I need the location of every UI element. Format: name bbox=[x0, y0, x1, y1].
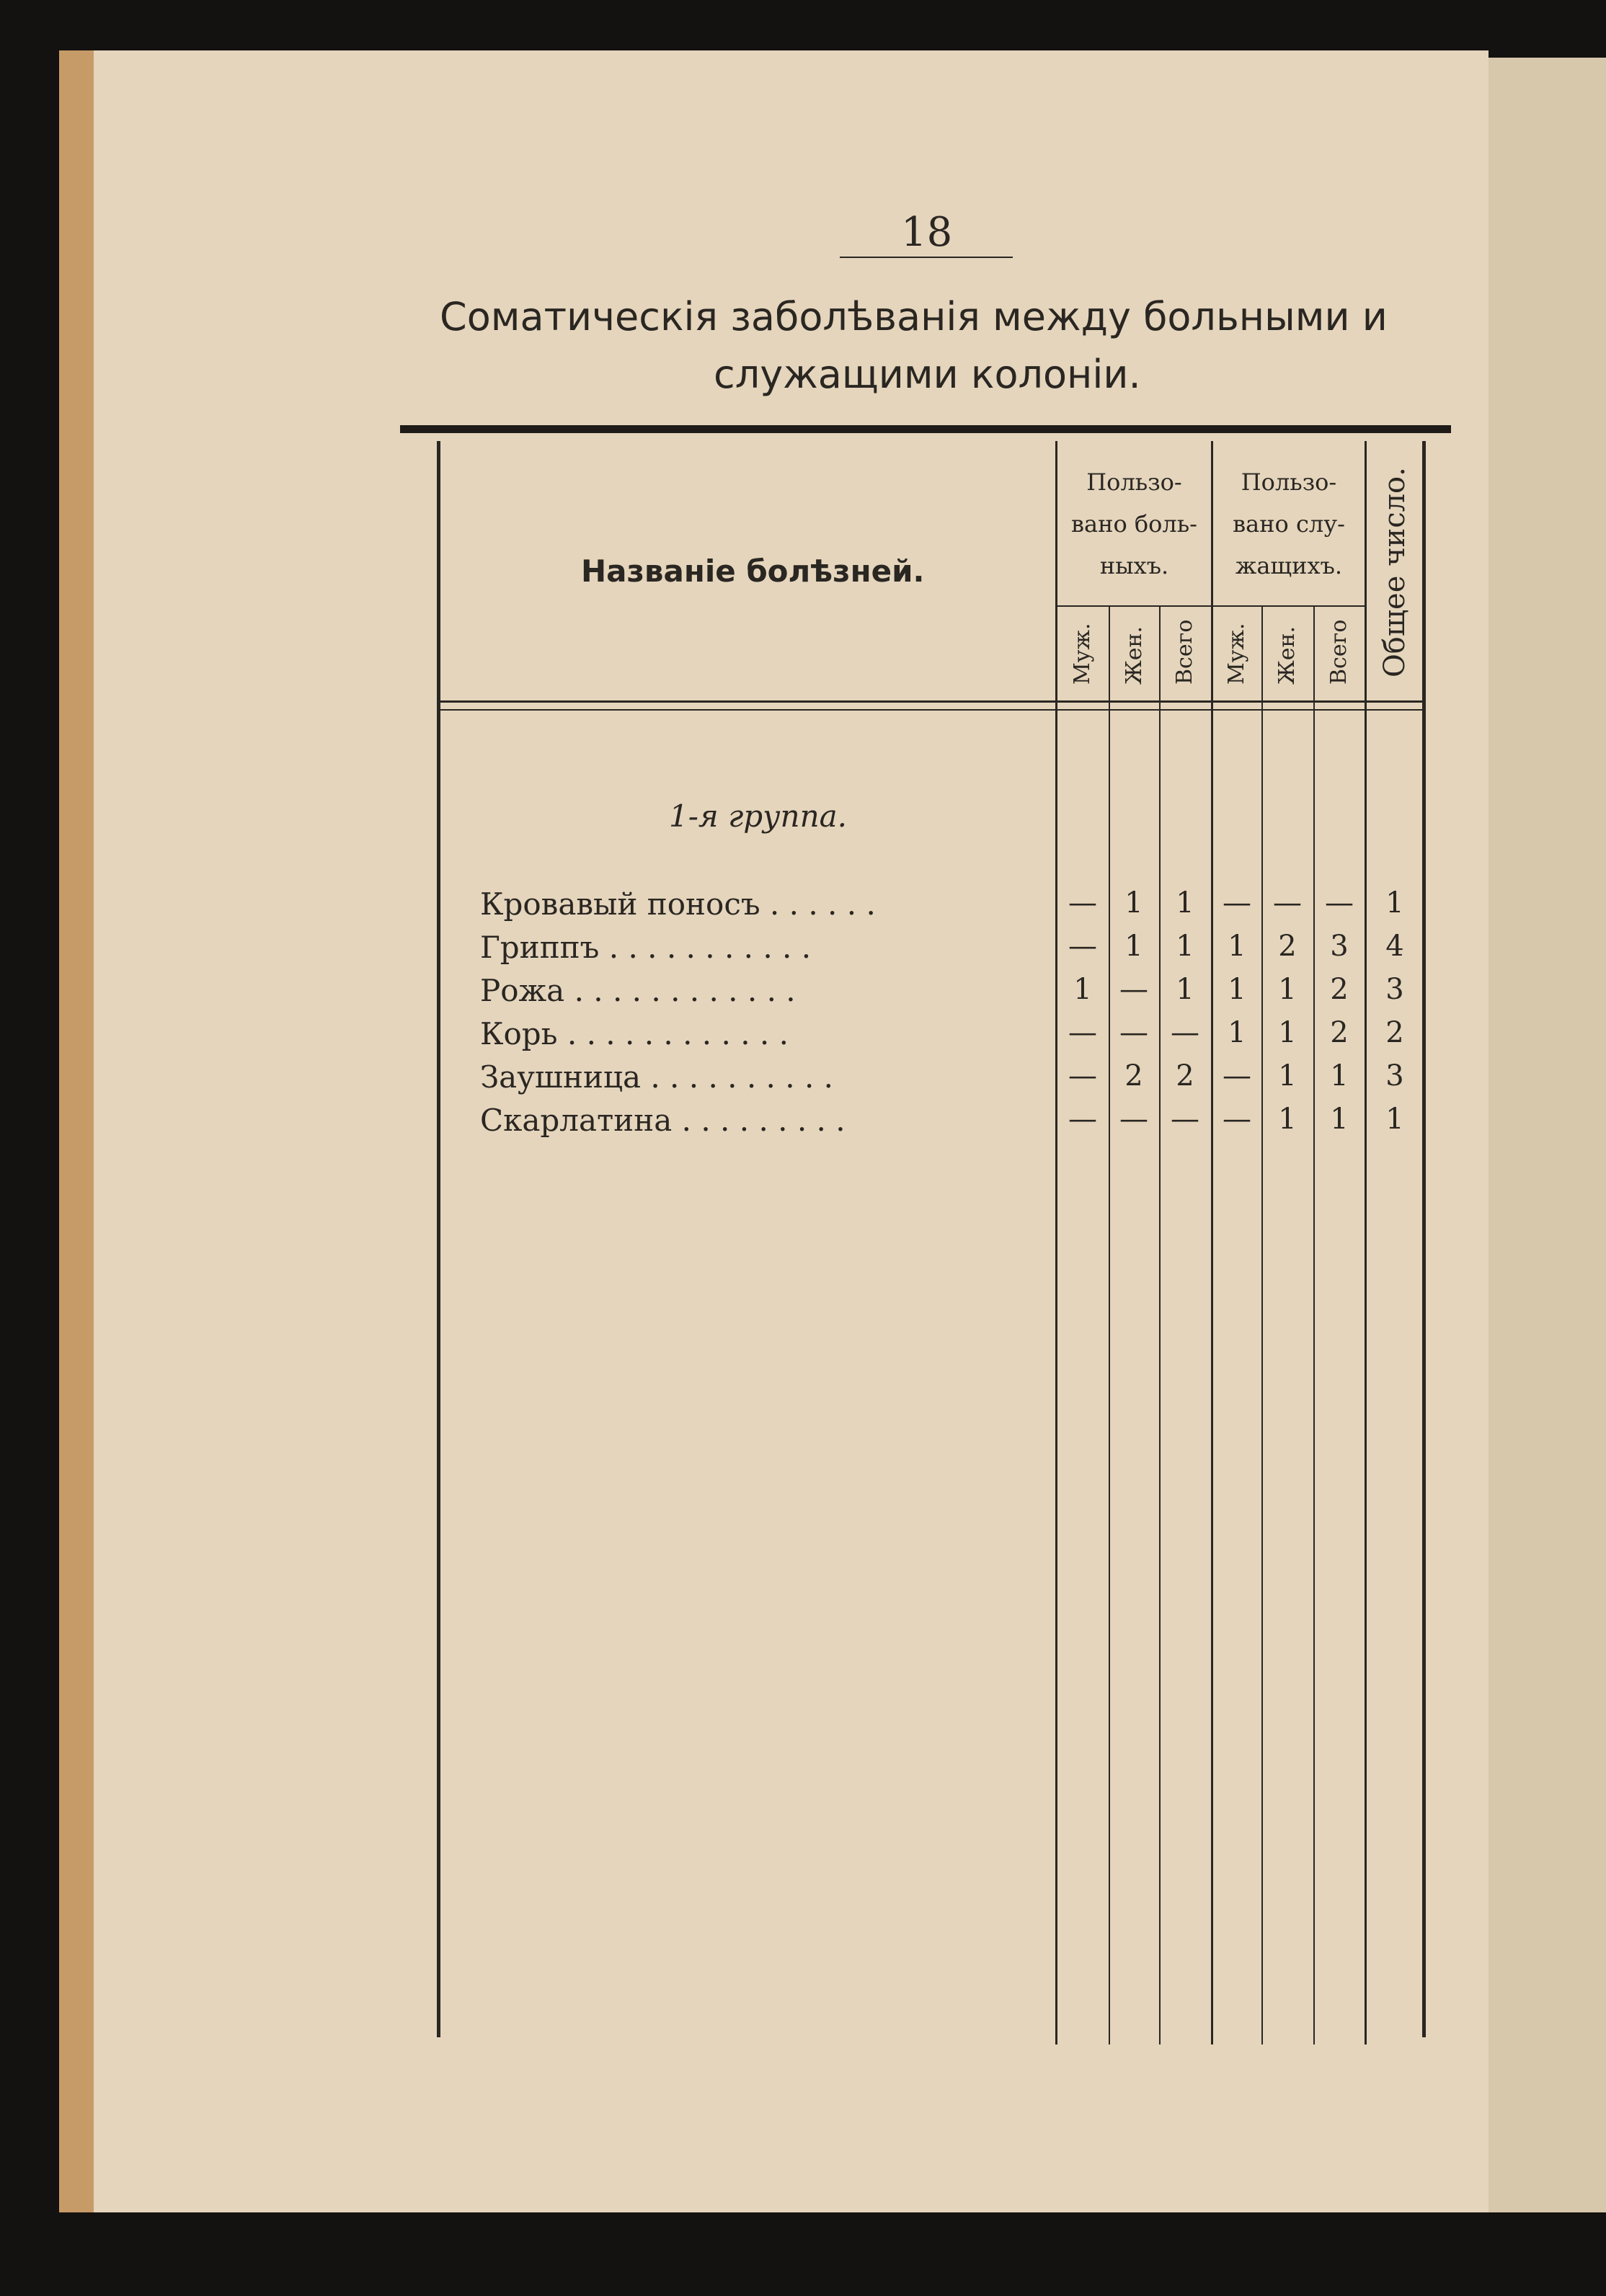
table-cell: — bbox=[1171, 1103, 1199, 1136]
subheader-patients-male: Муж. bbox=[1070, 623, 1095, 685]
table-cell: — bbox=[1119, 1103, 1148, 1136]
table-row-label: Рожа . . . . . . . . . . . . bbox=[480, 973, 796, 1008]
table-cell: — bbox=[1068, 886, 1097, 920]
table-cell-total: 3 bbox=[1385, 1059, 1404, 1093]
table-row-label: Заушница . . . . . . . . . . bbox=[480, 1059, 834, 1095]
subheader-staff-male: Муж. bbox=[1224, 623, 1249, 685]
next-page-edge bbox=[1478, 58, 1606, 2212]
subheader-patients-female: Жен. bbox=[1122, 626, 1147, 685]
table-cell: 2 bbox=[1330, 973, 1349, 1006]
table-cell: 1 bbox=[1176, 973, 1194, 1006]
table-cell: — bbox=[1325, 886, 1354, 920]
table-cell-total: 3 bbox=[1385, 973, 1404, 1006]
table-cell: 1 bbox=[1278, 973, 1297, 1006]
table-cell: — bbox=[1119, 973, 1148, 1006]
header-bottom-rule-1 bbox=[437, 700, 1426, 703]
group-label: 1-я группа. bbox=[669, 798, 848, 834]
table-cell: 1 bbox=[1330, 1059, 1349, 1093]
table-cell: 1 bbox=[1278, 1016, 1297, 1049]
table-cell: — bbox=[1068, 1103, 1097, 1136]
table-cell: 2 bbox=[1330, 1016, 1349, 1049]
table-cell: 1 bbox=[1278, 1059, 1297, 1093]
table-cell: 1 bbox=[1176, 886, 1194, 920]
col-rule-7 bbox=[1365, 441, 1367, 2044]
table-row-label: Гриппъ . . . . . . . . . . . bbox=[480, 930, 812, 965]
header-disease-name: Названіе болѣзней. bbox=[581, 553, 925, 589]
book-spine bbox=[59, 50, 94, 2212]
table-cell: — bbox=[1223, 1059, 1251, 1093]
table-cell: 1 bbox=[1228, 930, 1246, 963]
table-cell: 1 bbox=[1124, 930, 1143, 963]
table-cell: — bbox=[1119, 1016, 1148, 1049]
header-total: Общее число. bbox=[1378, 467, 1411, 677]
col-rule-3 bbox=[1159, 605, 1161, 2044]
table-right-rule bbox=[1422, 441, 1426, 2037]
table-row-label: Кровавый поносъ . . . . . . bbox=[480, 886, 876, 922]
table-cell: 1 bbox=[1330, 1103, 1349, 1136]
table-row-label: Корь . . . . . . . . . . . . bbox=[480, 1016, 789, 1051]
table-left-rule bbox=[437, 441, 440, 2037]
page-title-line-2: служащими колоніи. bbox=[714, 352, 1141, 397]
table-cell: 2 bbox=[1176, 1059, 1194, 1093]
header-patients: Пользо- вано боль- ныхъ. bbox=[1071, 468, 1197, 579]
subheader-rule bbox=[1055, 605, 1367, 607]
table-cell-total: 1 bbox=[1385, 886, 1404, 920]
page-number: 18 bbox=[901, 209, 953, 256]
table-cell: 2 bbox=[1124, 1059, 1143, 1093]
table-cell-total: 4 bbox=[1385, 930, 1404, 963]
table-cell: — bbox=[1068, 1016, 1097, 1049]
table-cell: 1 bbox=[1228, 973, 1246, 1006]
table-cell-total: 1 bbox=[1385, 1103, 1404, 1136]
table-cell: 1 bbox=[1176, 930, 1194, 963]
header-staff: Пользо- вано слу- жащихъ. bbox=[1233, 468, 1345, 579]
table-cell: — bbox=[1273, 886, 1302, 920]
table-top-rule bbox=[400, 425, 1451, 433]
header-bottom-rule-2 bbox=[437, 709, 1426, 711]
table-row-label: Скарлатина . . . . . . . . . bbox=[480, 1103, 846, 1138]
table-cell: — bbox=[1223, 1103, 1251, 1136]
table-cell: 2 bbox=[1278, 930, 1297, 963]
table-cell: 1 bbox=[1124, 886, 1143, 920]
table-cell: 1 bbox=[1073, 973, 1092, 1006]
col-rule-6 bbox=[1313, 605, 1315, 2044]
col-rule-1 bbox=[1055, 441, 1057, 2044]
table-cell-total: 2 bbox=[1385, 1016, 1404, 1049]
table-cell: 3 bbox=[1330, 930, 1349, 963]
table-cell: — bbox=[1171, 1016, 1199, 1049]
table-cell: 1 bbox=[1278, 1103, 1297, 1136]
page-number-rule bbox=[840, 257, 1013, 258]
table-cell: — bbox=[1068, 1059, 1097, 1093]
table-cell: 1 bbox=[1228, 1016, 1246, 1049]
subheader-staff-total: Всего bbox=[1326, 619, 1352, 685]
subheader-patients-total: Всего bbox=[1172, 619, 1197, 685]
subheader-staff-female: Жен. bbox=[1274, 626, 1300, 685]
page-title-line-1: Соматическія заболѣванія между больными и bbox=[440, 294, 1388, 339]
col-rule-4 bbox=[1211, 441, 1213, 2044]
table-cell: — bbox=[1223, 886, 1251, 920]
col-rule-5 bbox=[1261, 605, 1263, 2044]
col-rule-2 bbox=[1109, 605, 1110, 2044]
table-cell: — bbox=[1068, 930, 1097, 963]
